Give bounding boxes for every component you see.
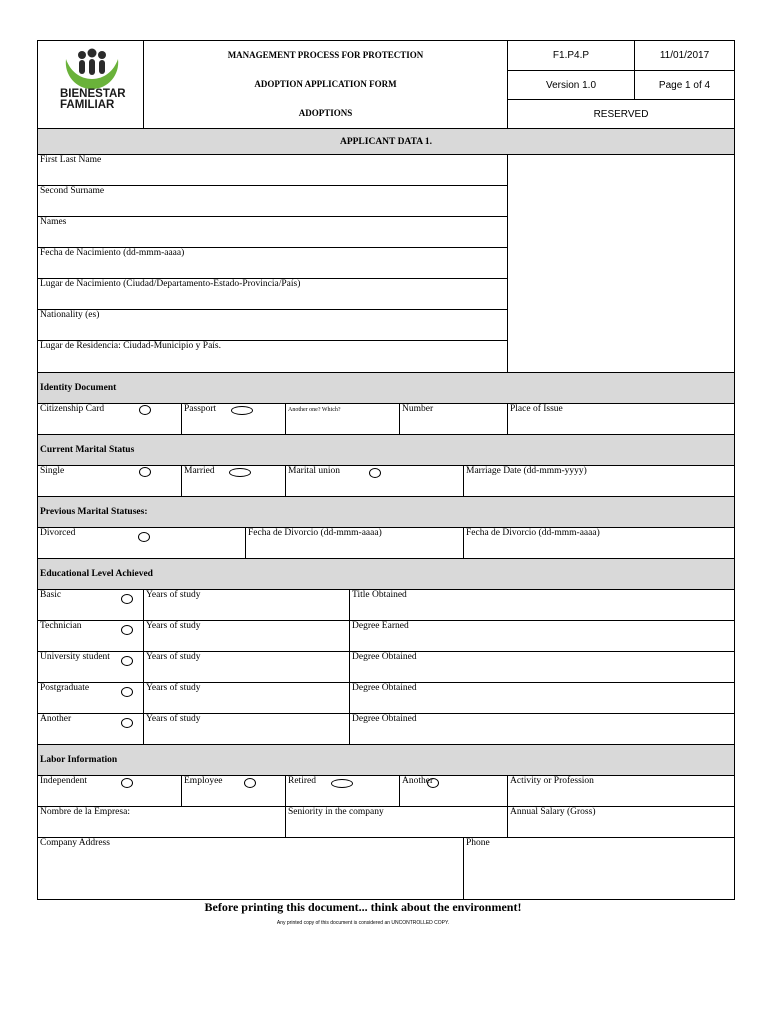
- field-birth-date[interactable]: Fecha de Nacimiento (dd-mmm-aaaa): [38, 248, 508, 279]
- header-table: [37, 40, 735, 129]
- header-titles: [144, 41, 508, 129]
- field-seniority[interactable]: Seniority in the company: [286, 807, 508, 838]
- postgraduate-label: Postgraduate: [40, 683, 90, 693]
- field-title-another[interactable]: Degree Obtained: [350, 714, 735, 745]
- field-years-university[interactable]: Years of study: [144, 652, 350, 683]
- married-label: Married: [184, 466, 215, 476]
- another-labor-label: Another: [402, 776, 434, 786]
- section-labor-information: Labor Information: [38, 745, 735, 776]
- field-title-basic[interactable]: Title Obtained: [350, 590, 735, 621]
- technician-radio[interactable]: [121, 625, 133, 635]
- independent-label: Independent: [40, 776, 87, 786]
- another-education-label: Another: [40, 714, 72, 724]
- single-label: Single: [40, 466, 65, 476]
- another-education-radio[interactable]: [121, 718, 133, 728]
- field-another-document[interactable]: [286, 404, 400, 435]
- adoption-application-form: [37, 40, 734, 900]
- document-date: 11/01/2017: [635, 41, 735, 71]
- option-marital-union[interactable]: [286, 466, 464, 497]
- divorced-radio[interactable]: [138, 532, 150, 542]
- field-years-postgraduate[interactable]: Years of study: [144, 683, 350, 714]
- citizenship-radio[interactable]: [139, 405, 151, 415]
- technician-label: Technician: [40, 621, 82, 631]
- single-radio[interactable]: [139, 467, 151, 477]
- page-number: Page 1 of 4: [635, 70, 735, 100]
- employee-label: Employee: [184, 776, 223, 786]
- marital-union-radio[interactable]: [369, 468, 381, 478]
- option-divorced[interactable]: [38, 528, 246, 559]
- field-marriage-date[interactable]: Marriage Date (dd-mmm-yyyy): [464, 466, 735, 497]
- field-years-technician[interactable]: Years of study: [144, 621, 350, 652]
- reserved-label: RESERVED: [508, 100, 735, 129]
- field-phone[interactable]: Phone: [464, 838, 735, 900]
- field-title-postgraduate[interactable]: Degree Obtained: [350, 683, 735, 714]
- education-table: [37, 558, 735, 745]
- retired-label: Retired: [288, 776, 316, 786]
- passport-label: Passport: [184, 404, 217, 414]
- field-nationality[interactable]: Nationality (es): [38, 310, 508, 341]
- field-years-basic[interactable]: Years of study: [144, 590, 350, 621]
- field-company-address[interactable]: Company Address: [38, 838, 464, 900]
- field-birth-place[interactable]: Lugar de Nacimiento (Ciudad/Departamento-Estado-Provincia/País): [38, 279, 508, 310]
- option-employee[interactable]: [182, 776, 286, 807]
- bienestar-familiar-logo: [38, 41, 144, 127]
- field-residence[interactable]: Lugar de Residencia: Ciudad-Municipio y País.: [38, 341, 508, 373]
- citizenship-card-label: Citizenship Card: [40, 404, 105, 414]
- marital-table: [37, 434, 735, 497]
- option-single[interactable]: [38, 466, 182, 497]
- field-divorce-date-1[interactable]: Fecha de Divorcio (dd-mmm-aaaa): [246, 528, 464, 559]
- previous-marital-table: [37, 496, 735, 559]
- option-another-labor[interactable]: [400, 776, 508, 807]
- passport-radio[interactable]: [231, 406, 253, 415]
- retired-radio[interactable]: [331, 779, 353, 788]
- logo-cell: [38, 41, 144, 129]
- option-postgraduate[interactable]: [38, 683, 144, 714]
- field-title-technician[interactable]: Degree Earned: [350, 621, 735, 652]
- logo-text-familiar: FAMILIAR: [60, 99, 115, 111]
- option-passport[interactable]: [182, 404, 286, 435]
- independent-radio[interactable]: [121, 778, 133, 788]
- field-company-name[interactable]: Nombre de la Empresa:: [38, 807, 286, 838]
- marital-union-label: Marital union: [288, 466, 340, 476]
- section-previous-marital: Previous Marital Statuses:: [38, 497, 735, 528]
- another-document-label: Another one? Which?: [288, 407, 341, 413]
- title-management-process: MANAGEMENT PROCESS FOR PROTECTION: [227, 50, 424, 60]
- address-table: [37, 837, 735, 900]
- option-basic[interactable]: [38, 590, 144, 621]
- field-place-of-issue[interactable]: Place of Issue: [508, 404, 735, 435]
- another-labor-radio[interactable]: [427, 778, 439, 788]
- section-identity-document: Identity Document: [38, 373, 735, 404]
- university-radio[interactable]: [121, 656, 133, 666]
- title-adoptions: ADOPTIONS: [298, 108, 353, 118]
- option-married[interactable]: [182, 466, 286, 497]
- uncontrolled-copy-notice: Any printed copy of this document is considered an UNCONTROLLED COPY.: [276, 920, 450, 926]
- field-names[interactable]: Names: [38, 217, 508, 248]
- field-divorce-date-2[interactable]: Fecha de Divorcio (dd-mmm-aaaa): [464, 528, 735, 559]
- photo-box: [508, 155, 735, 373]
- option-university[interactable]: [38, 652, 144, 683]
- document-version: Version 1.0: [508, 70, 635, 100]
- option-another-education[interactable]: [38, 714, 144, 745]
- field-first-last-name[interactable]: First Last Name: [38, 155, 508, 186]
- divorced-label: Divorced: [40, 528, 76, 538]
- university-label: University student: [40, 652, 110, 662]
- employee-radio[interactable]: [244, 778, 256, 788]
- labor-table: [37, 744, 735, 838]
- field-activity-profession[interactable]: Activity or Profession: [508, 776, 735, 807]
- basic-radio[interactable]: [121, 594, 133, 604]
- option-technician[interactable]: [38, 621, 144, 652]
- option-citizenship-card[interactable]: [38, 404, 182, 435]
- section-marital-status: Current Marital Status: [38, 435, 735, 466]
- field-annual-salary[interactable]: Annual Salary (Gross): [508, 807, 735, 838]
- document-code: F1.P4.P: [508, 41, 635, 71]
- logo-text-bienestar: BIENESTAR: [60, 88, 126, 100]
- field-second-surname[interactable]: Second Surname: [38, 186, 508, 217]
- option-retired[interactable]: [286, 776, 400, 807]
- title-adoption-form: ADOPTION APPLICATION FORM: [254, 79, 397, 89]
- applicant-table: [37, 128, 735, 373]
- section-education: Educational Level Achieved: [38, 559, 735, 590]
- option-independent[interactable]: [38, 776, 182, 807]
- environment-notice: Before printing this document... think about the environment!: [204, 900, 522, 914]
- field-title-university[interactable]: Degree Obtained: [350, 652, 735, 683]
- postgraduate-radio[interactable]: [121, 687, 133, 697]
- section-applicant-data: APPLICANT DATA 1.: [38, 129, 735, 155]
- field-document-number[interactable]: Number: [400, 404, 508, 435]
- identity-table: [37, 372, 735, 435]
- basic-label: Basic: [40, 590, 62, 600]
- field-years-another[interactable]: Years of study: [144, 714, 350, 745]
- married-radio[interactable]: [229, 468, 251, 477]
